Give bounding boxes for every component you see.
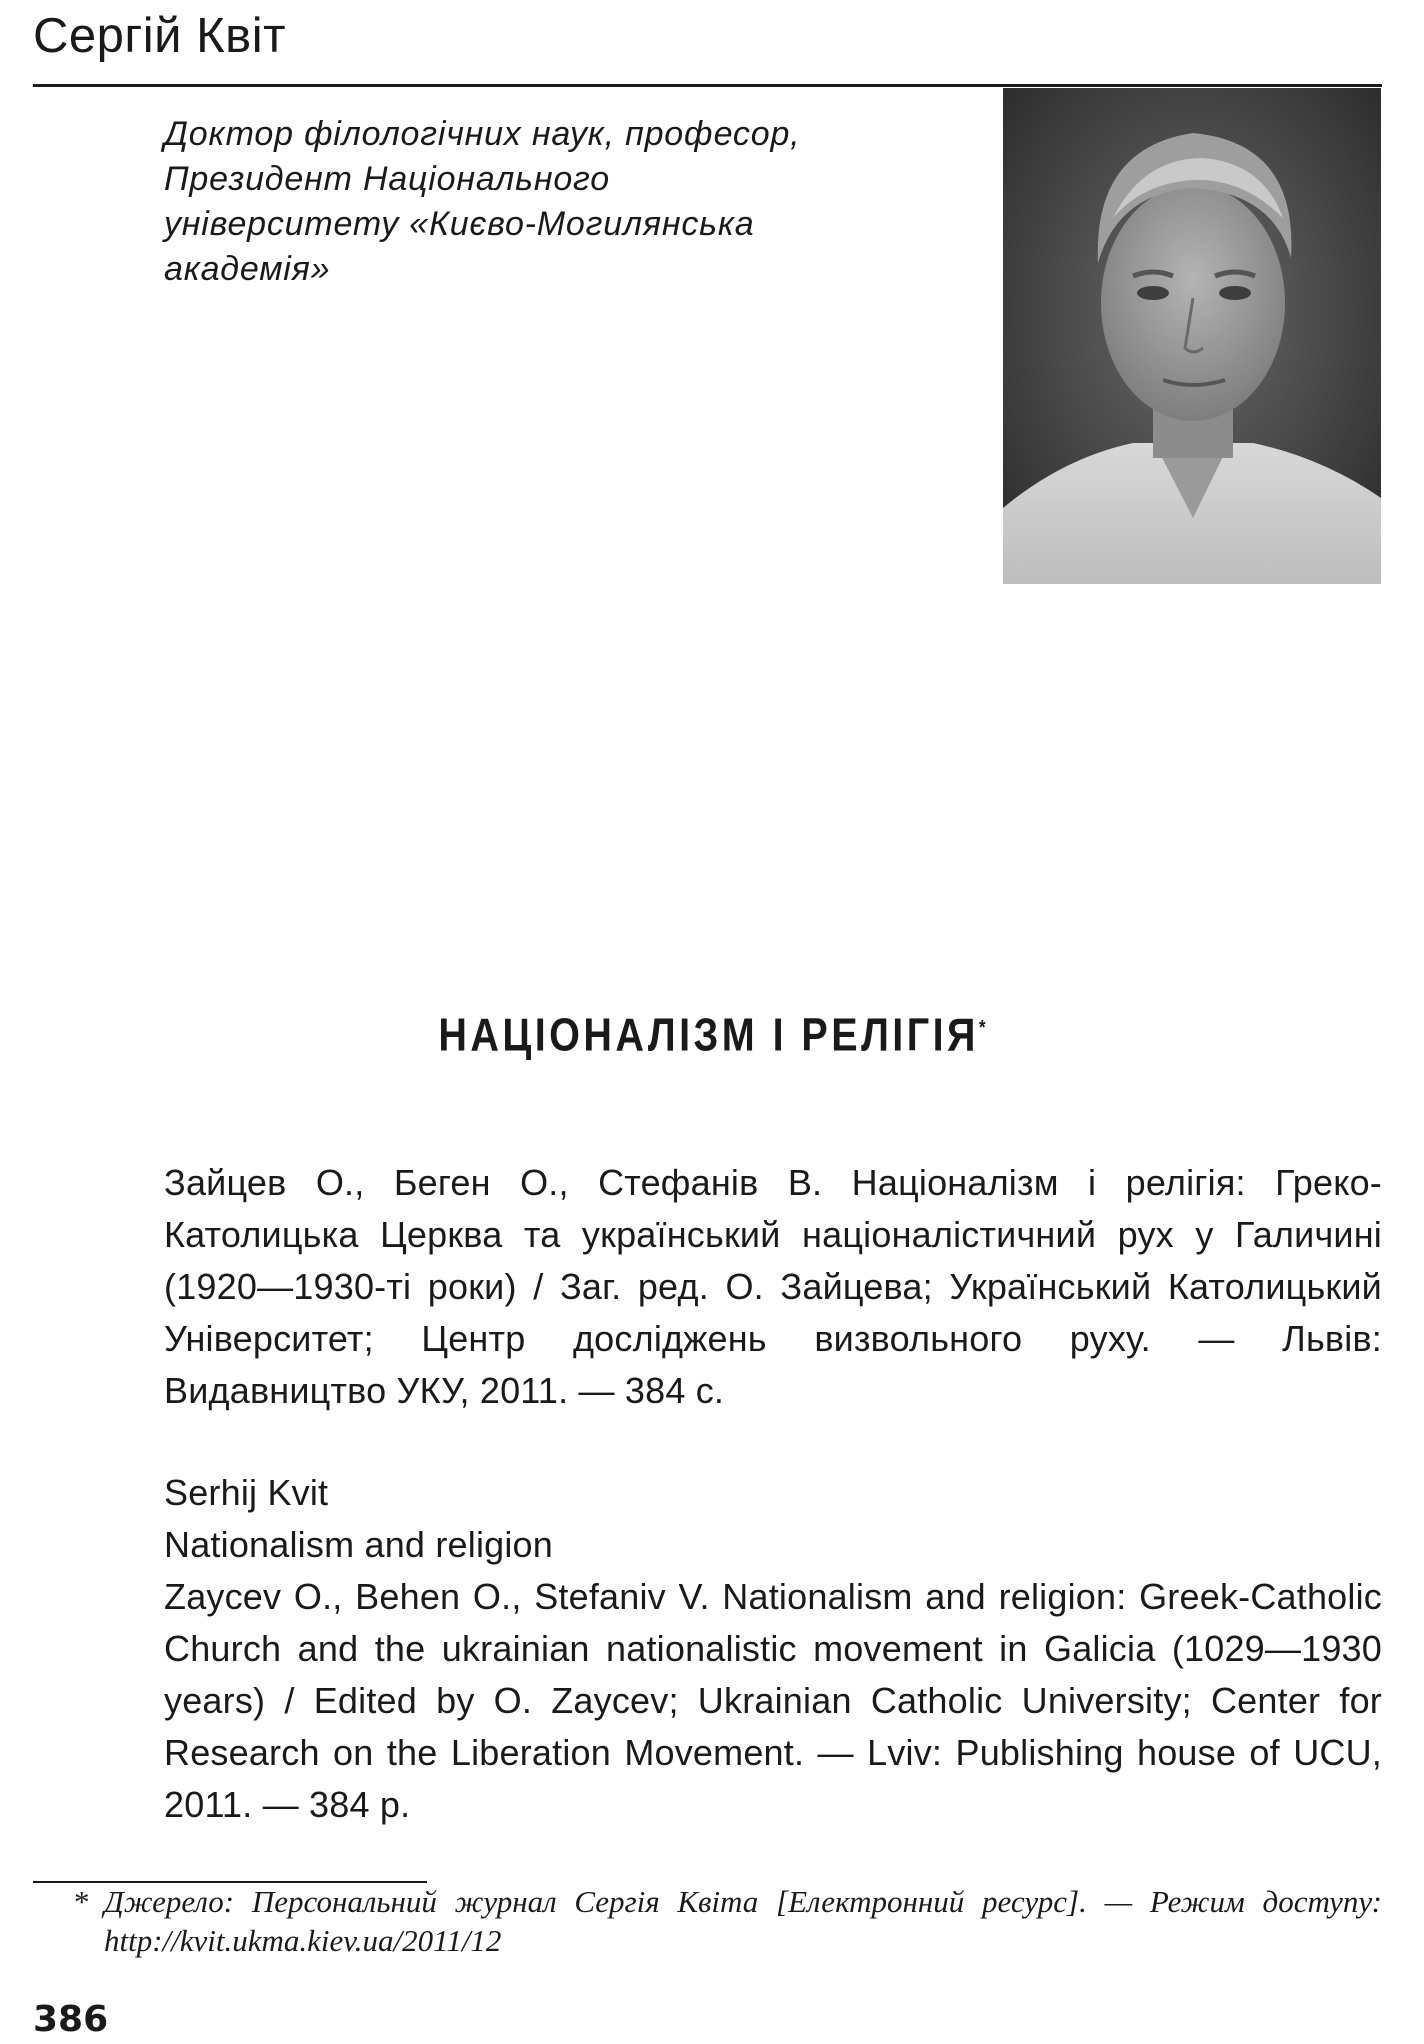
book-citation-ua: Зайцев О., Беген О., Стефанів В. Націоналізм і релігія: Греко-Католицька Церква та український націоналістичний рух у Галичині (1920—1930-ті роки) / Заг. ред. О. Зайцева; Український Католицький Університет; Центр досліджень визвольного руху. — Львів: Видавництво УКУ, 2011. — 384 с.	[164, 1162, 1382, 1411]
page-number: 386	[33, 1999, 109, 2040]
footnote	[74, 1882, 1382, 1960]
book-citation-en: Zaycev O., Behen O., Stefaniv V. Nationalism and religion: Greek-Catholic Church and the ukrainian nationalistic movement in Galicia (1029—1930 years) / Edited by O. Zaycev; Ukrainian Catholic University; Center for Research on the Liberation Movement. — Lviv: Publishing house of UCU, 2011. — 384 p.	[164, 1576, 1382, 1825]
portrait-photo-icon	[1003, 88, 1381, 584]
author-name: Сергій Квіт	[33, 9, 287, 63]
english-title: Nationalism and religion	[164, 1524, 554, 1565]
bio-line: академія»	[164, 250, 331, 288]
bio-line: Доктор філологічних наук, професор,	[164, 115, 801, 153]
header-rule	[33, 84, 1382, 87]
english-author: Serhij Kvit	[164, 1472, 329, 1513]
article-title-text: НАЦІОНАЛІЗМ І РЕЛІГІЯ	[438, 1008, 979, 1061]
footnote-text: Джерело: Персональний журнал Сергія Квіта [Електронний ресурс]. — Режим доступу: http://kvit.ukma.kiev.ua/2011/12	[104, 1884, 1382, 1958]
author-bio	[164, 112, 864, 292]
bio-line: Президент Національного	[164, 160, 610, 198]
footnote-mark: *	[74, 1884, 90, 1919]
article-title	[100, 1000, 1325, 1062]
author-portrait	[1003, 88, 1381, 584]
bio-line: університету «Києво-Могилянська	[164, 205, 755, 243]
footnote-marker: *	[978, 1017, 986, 1039]
